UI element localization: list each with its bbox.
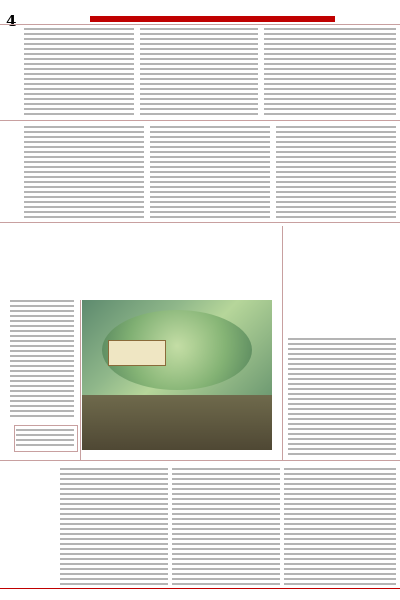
- article-text-column: [276, 126, 396, 218]
- article-text-column: [264, 28, 396, 118]
- photo-sign: [108, 340, 166, 366]
- header-divider: [0, 24, 400, 25]
- article-text-column: [172, 468, 280, 586]
- column-divider: [80, 300, 81, 460]
- page-header: [0, 0, 400, 30]
- feature-text-column: [288, 338, 396, 458]
- article-text-column: [140, 28, 258, 118]
- page-footer: [0, 590, 400, 600]
- photo-caption: [115, 355, 159, 365]
- bottom-section-divider: [0, 460, 400, 461]
- article-text-column: [284, 468, 396, 586]
- column-divider: [282, 226, 283, 460]
- article-text-column: [24, 28, 134, 118]
- article-text-column: [150, 126, 270, 218]
- article-text-column: [24, 126, 144, 218]
- editor-info-bar: [90, 16, 335, 22]
- footer-divider: [0, 588, 400, 589]
- photo-ground: [82, 395, 272, 450]
- article-text-column: [60, 468, 168, 586]
- page-number: 4: [6, 12, 17, 30]
- feature-photo: [82, 300, 272, 450]
- middle-section-divider: [0, 222, 400, 223]
- poem-text-column: [10, 300, 74, 420]
- top-section-divider: [0, 120, 400, 121]
- boxed-note-text: [16, 429, 74, 447]
